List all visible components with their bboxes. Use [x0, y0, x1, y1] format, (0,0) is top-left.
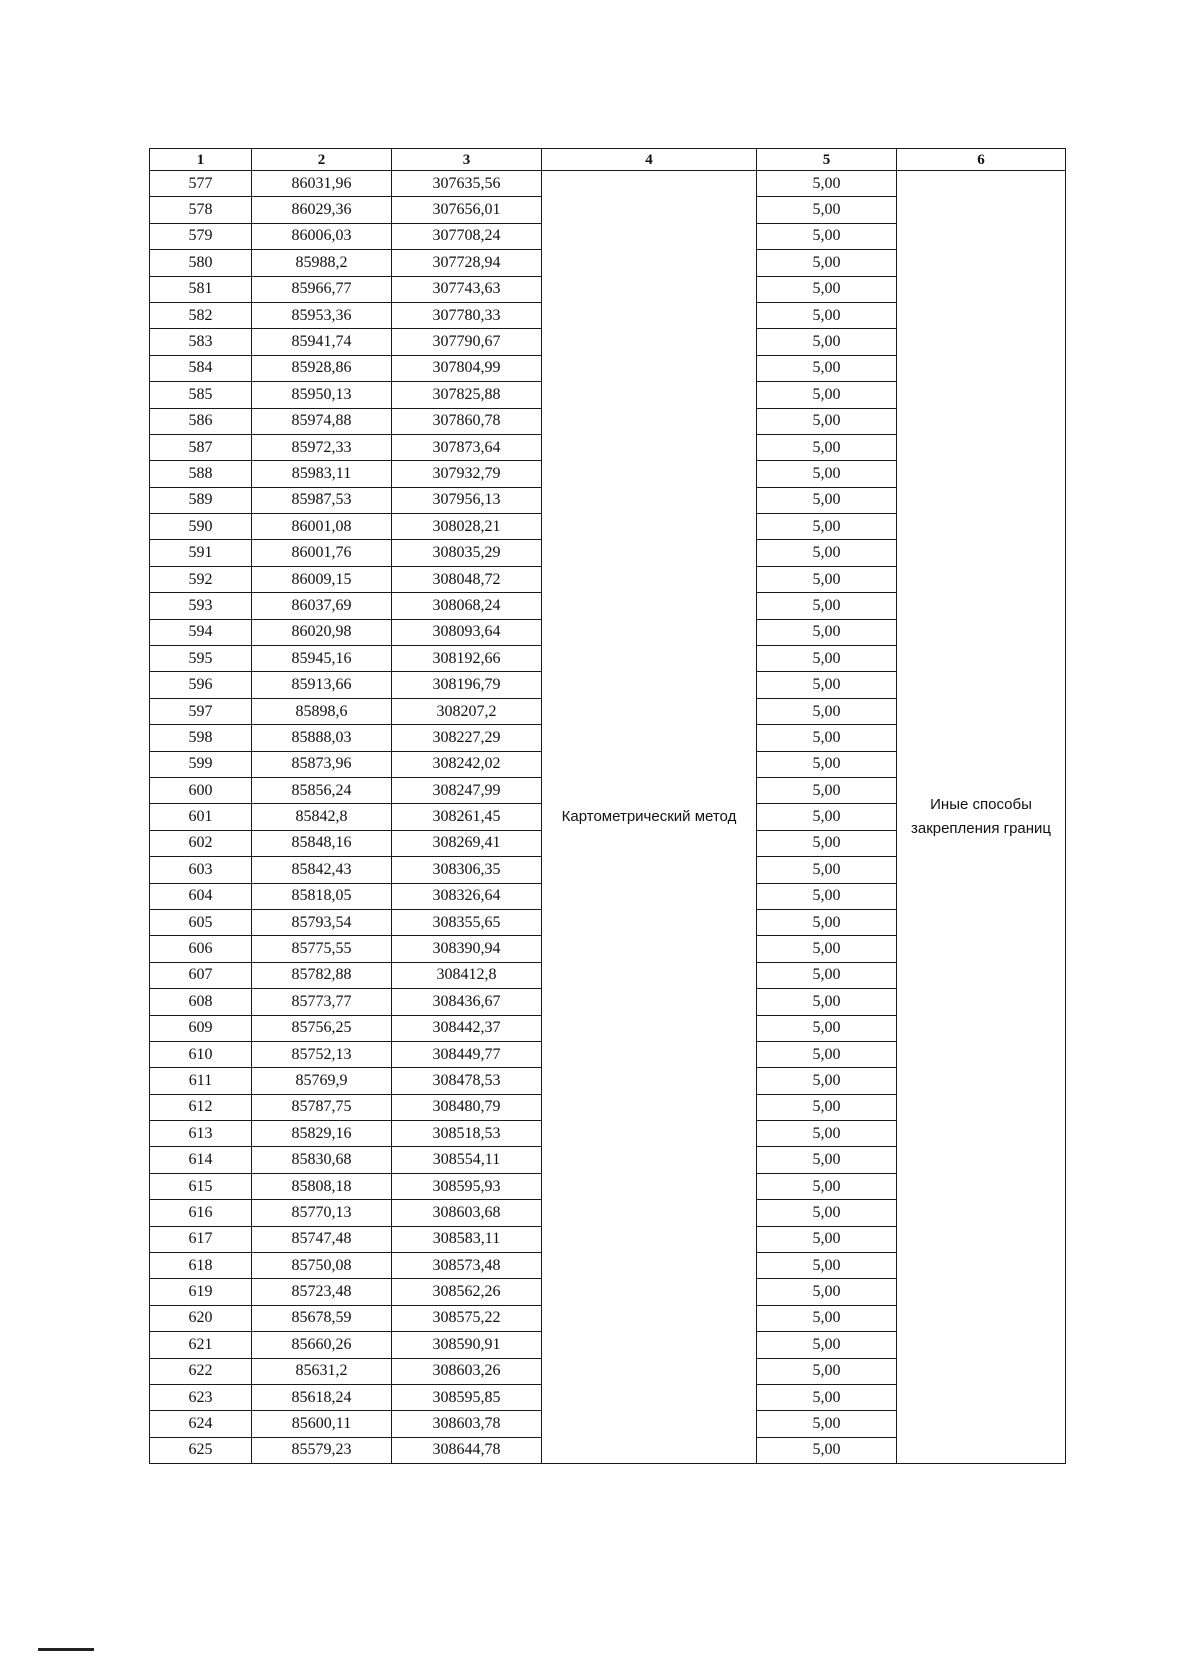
y-coordinate-cell: 308390,94	[392, 936, 542, 962]
point-number-cell: 578	[150, 197, 252, 223]
accuracy-cell: 5,00	[757, 223, 897, 249]
point-number-cell: 588	[150, 461, 252, 487]
point-number-cell: 595	[150, 646, 252, 672]
accuracy-cell: 5,00	[757, 1041, 897, 1067]
y-coordinate-cell: 308480,79	[392, 1094, 542, 1120]
x-coordinate-cell: 85787,75	[252, 1094, 392, 1120]
point-number-cell: 625	[150, 1437, 252, 1463]
point-number-cell: 608	[150, 989, 252, 1015]
y-coordinate-cell: 308518,53	[392, 1121, 542, 1147]
accuracy-cell: 5,00	[757, 540, 897, 566]
point-number-cell: 581	[150, 276, 252, 302]
accuracy-cell: 5,00	[757, 1358, 897, 1384]
accuracy-cell: 5,00	[757, 302, 897, 328]
point-number-cell: 584	[150, 355, 252, 381]
x-coordinate-cell: 85756,25	[252, 1015, 392, 1041]
x-coordinate-cell: 85579,23	[252, 1437, 392, 1463]
point-number-cell: 583	[150, 329, 252, 355]
accuracy-cell: 5,00	[757, 461, 897, 487]
x-coordinate-cell: 86001,76	[252, 540, 392, 566]
point-number-cell: 617	[150, 1226, 252, 1252]
point-number-cell: 616	[150, 1200, 252, 1226]
y-coordinate-cell: 308247,99	[392, 777, 542, 803]
x-coordinate-cell: 85913,66	[252, 672, 392, 698]
y-coordinate-cell: 308603,68	[392, 1200, 542, 1226]
y-coordinate-cell: 308449,77	[392, 1041, 542, 1067]
point-number-cell: 619	[150, 1279, 252, 1305]
y-coordinate-cell: 308028,21	[392, 514, 542, 540]
accuracy-cell: 5,00	[757, 909, 897, 935]
accuracy-cell: 5,00	[757, 1015, 897, 1041]
point-number-cell: 614	[150, 1147, 252, 1173]
x-coordinate-cell: 85750,08	[252, 1253, 392, 1279]
accuracy-cell: 5,00	[757, 1437, 897, 1463]
y-coordinate-cell: 307728,94	[392, 250, 542, 276]
accuracy-cell: 5,00	[757, 1094, 897, 1120]
y-coordinate-cell: 308196,79	[392, 672, 542, 698]
accuracy-cell: 5,00	[757, 804, 897, 830]
x-coordinate-cell: 85966,77	[252, 276, 392, 302]
y-coordinate-cell: 307804,99	[392, 355, 542, 381]
table-body	[150, 171, 1066, 1464]
column-header-y: 3	[392, 149, 542, 171]
point-number-cell: 610	[150, 1041, 252, 1067]
point-number-cell: 596	[150, 672, 252, 698]
accuracy-cell: 5,00	[757, 514, 897, 540]
accuracy-cell: 5,00	[757, 1279, 897, 1305]
accuracy-cell: 5,00	[757, 329, 897, 355]
y-coordinate-cell: 307656,01	[392, 197, 542, 223]
x-coordinate-cell: 86001,08	[252, 514, 392, 540]
point-number-cell: 589	[150, 487, 252, 513]
accuracy-cell: 5,00	[757, 408, 897, 434]
point-number-cell: 599	[150, 751, 252, 777]
y-coordinate-cell: 308306,35	[392, 857, 542, 883]
point-number-cell: 592	[150, 566, 252, 592]
point-number-cell: 623	[150, 1384, 252, 1410]
point-number-cell: 582	[150, 302, 252, 328]
x-coordinate-cell: 85775,55	[252, 936, 392, 962]
accuracy-cell: 5,00	[757, 276, 897, 302]
x-coordinate-cell: 85928,86	[252, 355, 392, 381]
y-coordinate-cell: 307743,63	[392, 276, 542, 302]
table-row	[150, 171, 1066, 197]
point-number-cell: 593	[150, 593, 252, 619]
x-coordinate-cell: 86009,15	[252, 566, 392, 592]
point-number-cell: 603	[150, 857, 252, 883]
y-coordinate-cell: 307635,56	[392, 171, 542, 197]
point-number-cell: 615	[150, 1173, 252, 1199]
column-header-method: 4	[542, 149, 757, 171]
point-number-cell: 594	[150, 619, 252, 645]
point-number-cell: 580	[150, 250, 252, 276]
accuracy-cell: 5,00	[757, 1411, 897, 1437]
y-coordinate-cell: 308192,66	[392, 646, 542, 672]
y-coordinate-cell: 308554,11	[392, 1147, 542, 1173]
accuracy-cell: 5,00	[757, 1253, 897, 1279]
x-coordinate-cell: 85974,88	[252, 408, 392, 434]
x-coordinate-cell: 85793,54	[252, 909, 392, 935]
accuracy-cell: 5,00	[757, 936, 897, 962]
column-header-x: 2	[252, 149, 392, 171]
x-coordinate-cell: 86029,36	[252, 197, 392, 223]
fixing-method-cell: Иные способы закрепления границ	[897, 171, 1066, 1464]
accuracy-cell: 5,00	[757, 751, 897, 777]
y-coordinate-cell: 308227,29	[392, 725, 542, 751]
x-coordinate-cell: 86031,96	[252, 171, 392, 197]
accuracy-cell: 5,00	[757, 1384, 897, 1410]
point-number-cell: 600	[150, 777, 252, 803]
y-coordinate-cell: 308261,45	[392, 804, 542, 830]
point-number-cell: 591	[150, 540, 252, 566]
footer-rule	[38, 1648, 94, 1651]
accuracy-cell: 5,00	[757, 1305, 897, 1331]
y-coordinate-cell: 308355,65	[392, 909, 542, 935]
x-coordinate-cell: 86006,03	[252, 223, 392, 249]
x-coordinate-cell: 85678,59	[252, 1305, 392, 1331]
y-coordinate-cell: 307873,64	[392, 434, 542, 460]
x-coordinate-cell: 85660,26	[252, 1332, 392, 1358]
y-coordinate-cell: 308436,67	[392, 989, 542, 1015]
y-coordinate-cell: 308644,78	[392, 1437, 542, 1463]
x-coordinate-cell: 85856,24	[252, 777, 392, 803]
accuracy-cell: 5,00	[757, 1200, 897, 1226]
accuracy-cell: 5,00	[757, 197, 897, 223]
accuracy-cell: 5,00	[757, 171, 897, 197]
point-number-cell: 579	[150, 223, 252, 249]
accuracy-cell: 5,00	[757, 1173, 897, 1199]
point-number-cell: 621	[150, 1332, 252, 1358]
coordinates-table	[149, 148, 1066, 1464]
y-coordinate-cell: 308412,8	[392, 962, 542, 988]
accuracy-cell: 5,00	[757, 830, 897, 856]
point-number-cell: 624	[150, 1411, 252, 1437]
point-number-cell: 585	[150, 382, 252, 408]
accuracy-cell: 5,00	[757, 382, 897, 408]
x-coordinate-cell: 85618,24	[252, 1384, 392, 1410]
table-header	[150, 149, 1066, 171]
accuracy-cell: 5,00	[757, 487, 897, 513]
header-row	[150, 149, 1066, 171]
accuracy-cell: 5,00	[757, 962, 897, 988]
y-coordinate-cell: 308035,29	[392, 540, 542, 566]
point-number-cell: 587	[150, 434, 252, 460]
y-coordinate-cell: 308590,91	[392, 1332, 542, 1358]
x-coordinate-cell: 85769,9	[252, 1068, 392, 1094]
point-number-cell: 607	[150, 962, 252, 988]
point-number-cell: 606	[150, 936, 252, 962]
y-coordinate-cell: 307860,78	[392, 408, 542, 434]
column-header-point: 1	[150, 149, 252, 171]
y-coordinate-cell: 308242,02	[392, 751, 542, 777]
x-coordinate-cell: 85829,16	[252, 1121, 392, 1147]
x-coordinate-cell: 85972,33	[252, 434, 392, 460]
accuracy-cell: 5,00	[757, 777, 897, 803]
x-coordinate-cell: 85773,77	[252, 989, 392, 1015]
accuracy-cell: 5,00	[757, 857, 897, 883]
x-coordinate-cell: 85987,53	[252, 487, 392, 513]
x-coordinate-cell: 85770,13	[252, 1200, 392, 1226]
accuracy-cell: 5,00	[757, 698, 897, 724]
accuracy-cell: 5,00	[757, 593, 897, 619]
y-coordinate-cell: 307708,24	[392, 223, 542, 249]
y-coordinate-cell: 308603,26	[392, 1358, 542, 1384]
point-number-cell: 622	[150, 1358, 252, 1384]
x-coordinate-cell: 85848,16	[252, 830, 392, 856]
accuracy-cell: 5,00	[757, 250, 897, 276]
y-coordinate-cell: 308326,64	[392, 883, 542, 909]
accuracy-cell: 5,00	[757, 1068, 897, 1094]
point-number-cell: 611	[150, 1068, 252, 1094]
x-coordinate-cell: 85631,2	[252, 1358, 392, 1384]
accuracy-cell: 5,00	[757, 566, 897, 592]
y-coordinate-cell: 308269,41	[392, 830, 542, 856]
y-coordinate-cell: 308048,72	[392, 566, 542, 592]
x-coordinate-cell: 86037,69	[252, 593, 392, 619]
point-number-cell: 598	[150, 725, 252, 751]
point-number-cell: 597	[150, 698, 252, 724]
x-coordinate-cell: 85950,13	[252, 382, 392, 408]
accuracy-cell: 5,00	[757, 619, 897, 645]
point-number-cell: 586	[150, 408, 252, 434]
y-coordinate-cell: 308562,26	[392, 1279, 542, 1305]
x-coordinate-cell: 85818,05	[252, 883, 392, 909]
y-coordinate-cell: 308207,2	[392, 698, 542, 724]
y-coordinate-cell: 308595,85	[392, 1384, 542, 1410]
point-number-cell: 612	[150, 1094, 252, 1120]
y-coordinate-cell: 308093,64	[392, 619, 542, 645]
y-coordinate-cell: 307932,79	[392, 461, 542, 487]
x-coordinate-cell: 85988,2	[252, 250, 392, 276]
accuracy-cell: 5,00	[757, 434, 897, 460]
y-coordinate-cell: 307790,67	[392, 329, 542, 355]
method-cell: Картометрический метод	[542, 171, 757, 1464]
y-coordinate-cell: 308573,48	[392, 1253, 542, 1279]
point-number-cell: 577	[150, 171, 252, 197]
accuracy-cell: 5,00	[757, 1332, 897, 1358]
x-coordinate-cell: 86020,98	[252, 619, 392, 645]
column-header-accuracy: 5	[757, 149, 897, 171]
x-coordinate-cell: 85752,13	[252, 1041, 392, 1067]
y-coordinate-cell: 308603,78	[392, 1411, 542, 1437]
x-coordinate-cell: 85983,11	[252, 461, 392, 487]
accuracy-cell: 5,00	[757, 1147, 897, 1173]
point-number-cell: 604	[150, 883, 252, 909]
y-coordinate-cell: 308068,24	[392, 593, 542, 619]
point-number-cell: 601	[150, 804, 252, 830]
x-coordinate-cell: 85953,36	[252, 302, 392, 328]
y-coordinate-cell: 308575,22	[392, 1305, 542, 1331]
y-coordinate-cell: 308595,93	[392, 1173, 542, 1199]
accuracy-cell: 5,00	[757, 355, 897, 381]
point-number-cell: 618	[150, 1253, 252, 1279]
point-number-cell: 613	[150, 1121, 252, 1147]
x-coordinate-cell: 85723,48	[252, 1279, 392, 1305]
x-coordinate-cell: 85873,96	[252, 751, 392, 777]
point-number-cell: 602	[150, 830, 252, 856]
accuracy-cell: 5,00	[757, 989, 897, 1015]
point-number-cell: 605	[150, 909, 252, 935]
accuracy-cell: 5,00	[757, 1226, 897, 1252]
y-coordinate-cell: 308583,11	[392, 1226, 542, 1252]
x-coordinate-cell: 85898,6	[252, 698, 392, 724]
y-coordinate-cell: 307956,13	[392, 487, 542, 513]
x-coordinate-cell: 85600,11	[252, 1411, 392, 1437]
y-coordinate-cell: 307825,88	[392, 382, 542, 408]
x-coordinate-cell: 85782,88	[252, 962, 392, 988]
x-coordinate-cell: 85842,43	[252, 857, 392, 883]
x-coordinate-cell: 85888,03	[252, 725, 392, 751]
x-coordinate-cell: 85747,48	[252, 1226, 392, 1252]
accuracy-cell: 5,00	[757, 725, 897, 751]
x-coordinate-cell: 85842,8	[252, 804, 392, 830]
x-coordinate-cell: 85941,74	[252, 329, 392, 355]
x-coordinate-cell: 85808,18	[252, 1173, 392, 1199]
y-coordinate-cell: 307780,33	[392, 302, 542, 328]
x-coordinate-cell: 85945,16	[252, 646, 392, 672]
y-coordinate-cell: 308478,53	[392, 1068, 542, 1094]
column-header-fixing: 6	[897, 149, 1066, 171]
point-number-cell: 620	[150, 1305, 252, 1331]
accuracy-cell: 5,00	[757, 883, 897, 909]
accuracy-cell: 5,00	[757, 1121, 897, 1147]
accuracy-cell: 5,00	[757, 646, 897, 672]
y-coordinate-cell: 308442,37	[392, 1015, 542, 1041]
x-coordinate-cell: 85830,68	[252, 1147, 392, 1173]
accuracy-cell: 5,00	[757, 672, 897, 698]
point-number-cell: 590	[150, 514, 252, 540]
point-number-cell: 609	[150, 1015, 252, 1041]
